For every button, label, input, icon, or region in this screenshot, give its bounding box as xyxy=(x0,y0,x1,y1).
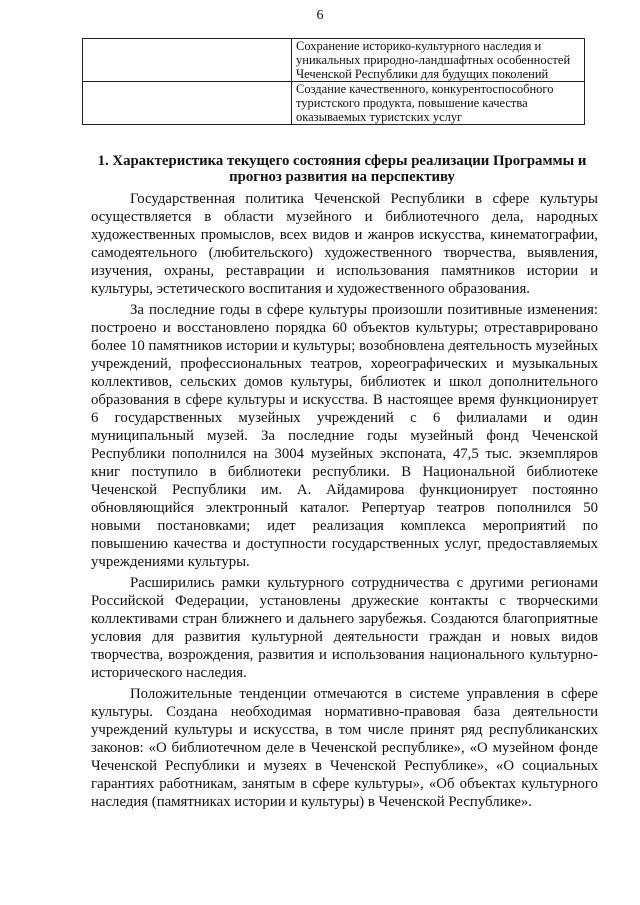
section-body xyxy=(91,190,598,814)
page-number: 6 xyxy=(316,8,324,23)
table-cell-right: Создание качественного, конкурентоспособного туристского продукта, повышение качества оказываемых туристских услуг xyxy=(292,82,585,125)
table-row xyxy=(83,82,585,125)
paragraph: Государственная политика Чеченской Республики в сфере культуры осуществляется в области музейного и библиотечного дела, народных художественных промыслов, всех видов и жанров искусства, кинематографии, самодеятельного (любительского) художественного творчества, выявления, изучения, охраны, реставрации и использования памятников истории и культуры, эстетического воспитания и художественного образования. xyxy=(91,191,598,297)
table-cell-left xyxy=(83,82,292,125)
table-cell-right: Сохранение историко-культурного наследия и уникальных природно-ландшафтных особенностей Чеченской Республики для будущих поколений xyxy=(292,39,585,82)
paragraph: За последние годы в сфере культуры произошли позитивные изменения: построено и восстановлено порядка 60 объектов культуры; отреставрировано более 10 памятников истории и культуры; возобновлена деятельность музейных учреждений, профессиональных театров, хореографических и музыкальных коллективов, сельских домов культуры, библиотек и школ дополнительного образования в сфере культуры и искусства. В настоящее время функционирует 6 государственных музейных учреждений с 6 филиалами и один муниципальный музей. За последние годы музейный фонд Чеченской Республики пополнился на 3004 музейных экспоната, 47,5 тыс. экземпляров книг поступило в библиотеки республики. В Национальной библиотеке Чеченской Республики им. А. Айдамирова функционирует постоянно обновляющийся электронный каталог. Репертуар театров пополнился 50 новыми постановками; идет реализация комплекса мероприятий по повышению качества и доступности государственных услуг, предоставляемых учреждениями культуры. xyxy=(91,302,598,570)
table-cell-left xyxy=(83,39,292,82)
goals-table xyxy=(82,38,585,125)
table-row xyxy=(83,39,585,82)
paragraph: Расширились рамки культурного сотрудничества с другими регионами Российской Федерации, установлены дружеские контакты с творческими коллективами стран ближнего и дальнего зарубежья. Создаются благоприятные условия для развития культурной деятельности граждан и новых видов творчества, возрождения, развития и использования национального культурно-исторического наследия. xyxy=(91,575,598,681)
paragraph: Положительные тенденции отмечаются в системе управления в сфере культуры. Создана необходимая нормативно-правовая база деятельности учреждений культуры и искусства, в том числе принят ряд республиканских законов: «О библиотечном деле в Чеченской республике», «О музейном фонде Чеченской Республики и музеях в Чеченской Республике», «О социальных гарантиях работникам, занятым в сфере культуры», «Об объектах культурного наследия (памятниках истории и культуры) в Чеченской Республике». xyxy=(91,686,598,810)
section-heading: 1. Характеристика текущего состояния сферы реализации Программы и прогноз развития на перспективу xyxy=(97,153,587,185)
